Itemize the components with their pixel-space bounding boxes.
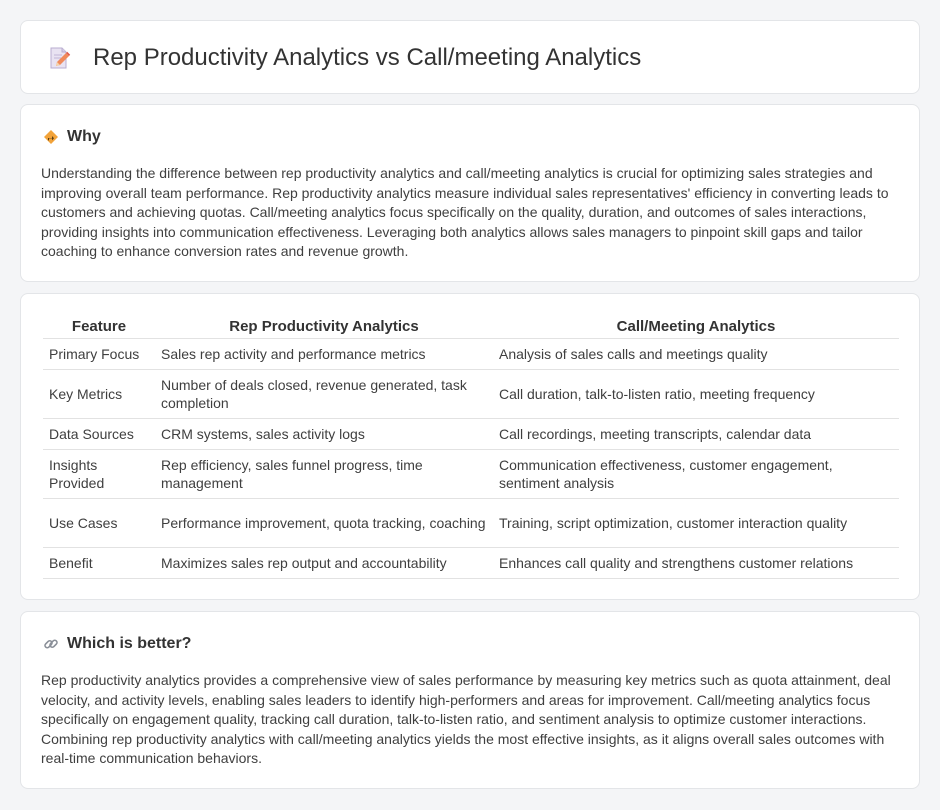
call-cell: Analysis of sales calls and meetings quality [493,339,899,370]
header-feature: Feature [43,316,155,339]
rep-cell: Rep efficiency, sales funnel progress, time management [155,450,493,499]
table-row [43,548,899,579]
link-icon [43,636,59,652]
table-row [43,419,899,450]
why-header [43,127,101,147]
title-card [20,20,920,94]
better-header [43,634,191,654]
page-title: Rep Productivity Analytics vs Call/meeting Analytics [93,44,642,71]
feature-cell: Benefit [43,548,155,579]
call-cell: Call recordings, meeting transcripts, calendar data [493,419,899,450]
feature-cell: Insights Provided [43,450,155,499]
call-cell: Call duration, talk-to-listen ratio, meeting frequency [493,370,899,419]
diamond-sign-icon [43,129,59,145]
which-is-better-section [20,611,920,789]
table-row [43,499,899,548]
feature-cell: Use Cases [43,499,155,548]
document-pencil-icon [47,46,71,70]
rep-cell: Number of deals closed, revenue generated, task completion [155,370,493,419]
table-header-row [43,316,899,339]
table-row [43,370,899,419]
better-heading: Which is better? [67,635,192,652]
why-heading: Why [67,128,101,145]
table-row [43,339,899,370]
rep-cell: Performance improvement, quota tracking, coaching [155,499,493,548]
feature-cell: Data Sources [43,419,155,450]
rep-cell: CRM systems, sales activity logs [155,419,493,450]
comparison-section [20,293,920,600]
rep-cell: Sales rep activity and performance metrics [155,339,493,370]
feature-cell: Key Metrics [43,370,155,419]
better-body: Rep productivity analytics provides a comprehensive view of sales performance by measuring key metrics such as quota attainment, deal velocity, and activity levels, enabling sales leaders to identify high-performers and areas for improvement. Call/meeting analytics focus specifically on engagement quality, tracking call duration, talk-to-listen ratio, and sentiment analysis to optimize customer interactions. Combining rep productivity analytics with call/meeting analytics yields the most effective insights, as it aligns overall sales outcomes with real-time communication behaviors. [41,672,891,767]
rep-cell: Maximizes sales rep output and accountability [155,548,493,579]
header-rep-productivity: Rep Productivity Analytics [155,316,493,339]
comparison-table [43,316,899,579]
feature-cell: Primary Focus [43,339,155,370]
header-call-meeting: Call/Meeting Analytics [493,316,899,339]
table-row [43,450,899,499]
call-cell: Communication effectiveness, customer engagement, sentiment analysis [493,450,899,499]
call-cell: Enhances call quality and strengthens customer relations [493,548,899,579]
why-section [20,104,920,282]
why-body: Understanding the difference between rep productivity analytics and call/meeting analytics is crucial for optimizing sales strategies and improving overall team performance. Rep productivity analytics measure individual sales representatives' efficiency in converting leads to customers and achieving quotas. Call/meeting analytics focus specifically on the quality, duration, and outcomes of sales interactions, providing insights into communication effectiveness. Leveraging both analytics allows sales managers to pinpoint skill gaps and tailor coaching to enhance conversion rates and revenue growth. [41,165,889,260]
call-cell: Training, script optimization, customer interaction quality [493,499,899,548]
